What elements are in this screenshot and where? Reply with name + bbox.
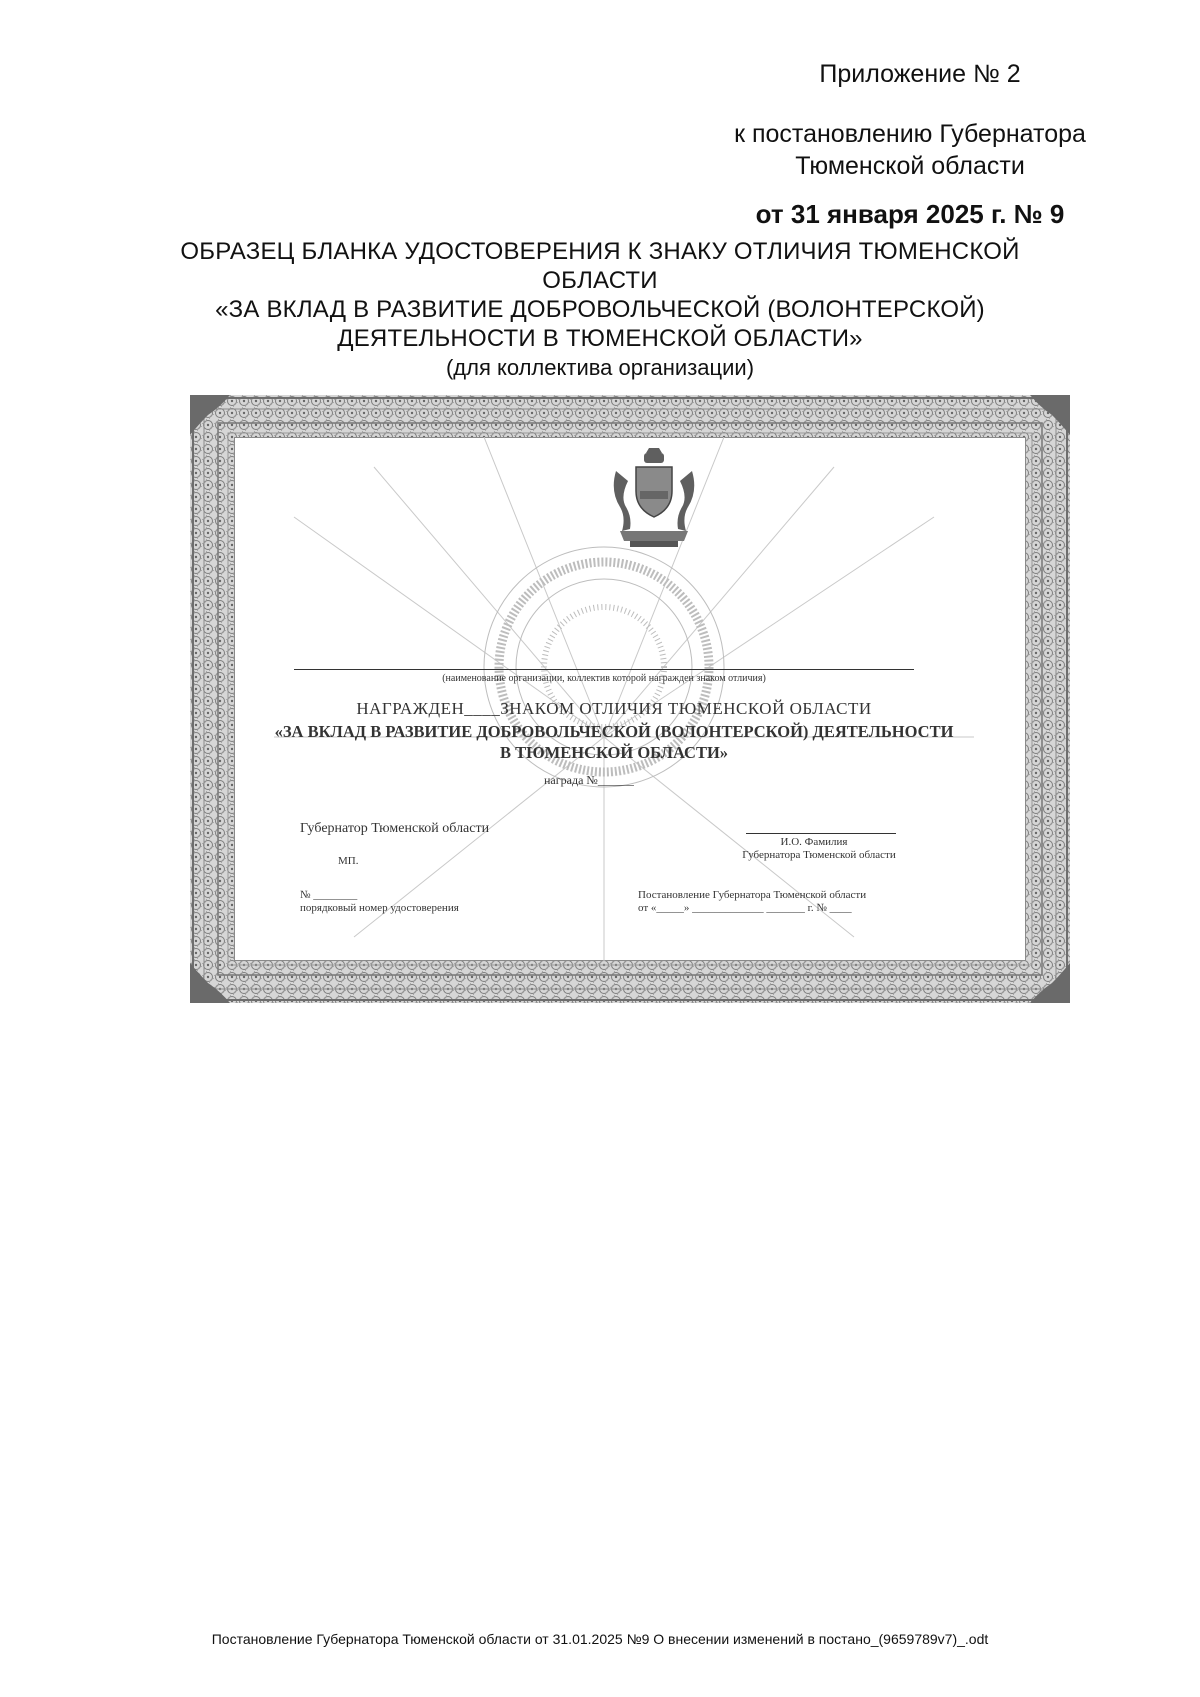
decree-label: Постановление Губернатора Тюменской области: [638, 889, 867, 901]
appendix-header: [700, 58, 1120, 230]
signature-line: [746, 833, 896, 834]
title-line-3: ДЕЯТЕЛЬНОСТИ В ТЮМЕНСКОЙ ОБЛАСТИ»: [337, 325, 863, 352]
governor-label: Губернатор Тюменской области: [300, 821, 490, 836]
signature-position: Губернатора Тюменской области: [742, 849, 896, 861]
document-title: [150, 237, 1050, 382]
award-title: [254, 721, 974, 763]
organization-name-caption: (наименование организации, коллектив которой награжден знаком отличия): [442, 673, 766, 684]
organization-name-line: [294, 669, 914, 670]
title-line-2: «ЗА ВКЛАД В РАЗВИТИЕ ДОБРОВОЛЬЧЕСКОЙ (ВОЛОНТЕРСКОЙ): [215, 296, 985, 323]
signature-name: И.О. Фамилия: [780, 836, 848, 848]
stamp-place: МП.: [338, 855, 359, 867]
awarded-statement: НАГРАЖДЕН____ЗНАКОМ ОТЛИЧИЯ ТЮМЕНСКОЙ ОБЛАСТИ: [356, 699, 872, 718]
tyumen-coat-of-arms-icon: [606, 447, 702, 551]
certificate-field: [234, 437, 1026, 961]
document-footer: Постановление Губернатора Тюменской области от 31.01.2025 №9 О внесении изменений в постано_(9659789v7)_.odt: [211, 1631, 989, 1647]
certificate-number-caption: порядковый номер удостоверения: [300, 902, 459, 914]
award-title-line-1: «ЗА ВКЛАД В РАЗВИТИЕ ДОБРОВОЛЬЧЕСКОЙ (ВОЛОНТЕРСКОЙ) ДЕЯТЕЛЬНОСТИ: [274, 722, 954, 741]
appendix-number: Приложение № 2: [819, 60, 1021, 88]
title-subtitle: (для коллектива организации): [445, 355, 755, 380]
decree-date: от «_____» _____________ _______ г. № ____: [638, 902, 852, 914]
appendix-region: Тюменской области: [795, 152, 1025, 180]
certificate-number: № ________: [300, 889, 358, 901]
title-line-1: ОБРАЗЕЦ БЛАНКА УДОСТОВЕРЕНИЯ К ЗНАКУ ОТЛИЧИЯ ТЮМЕНСКОЙ ОБЛАСТИ: [180, 238, 1020, 294]
award-number: награда №______: [544, 773, 634, 787]
certificate-blank: [190, 395, 1070, 1003]
appendix-date-number: от 31 января 2025 г. № 9: [755, 199, 1065, 229]
award-title-line-2: В ТЮМЕНСКОЙ ОБЛАСТИ»: [499, 743, 729, 762]
appendix-to-decree: к постановлению Губернатора: [734, 120, 1086, 148]
